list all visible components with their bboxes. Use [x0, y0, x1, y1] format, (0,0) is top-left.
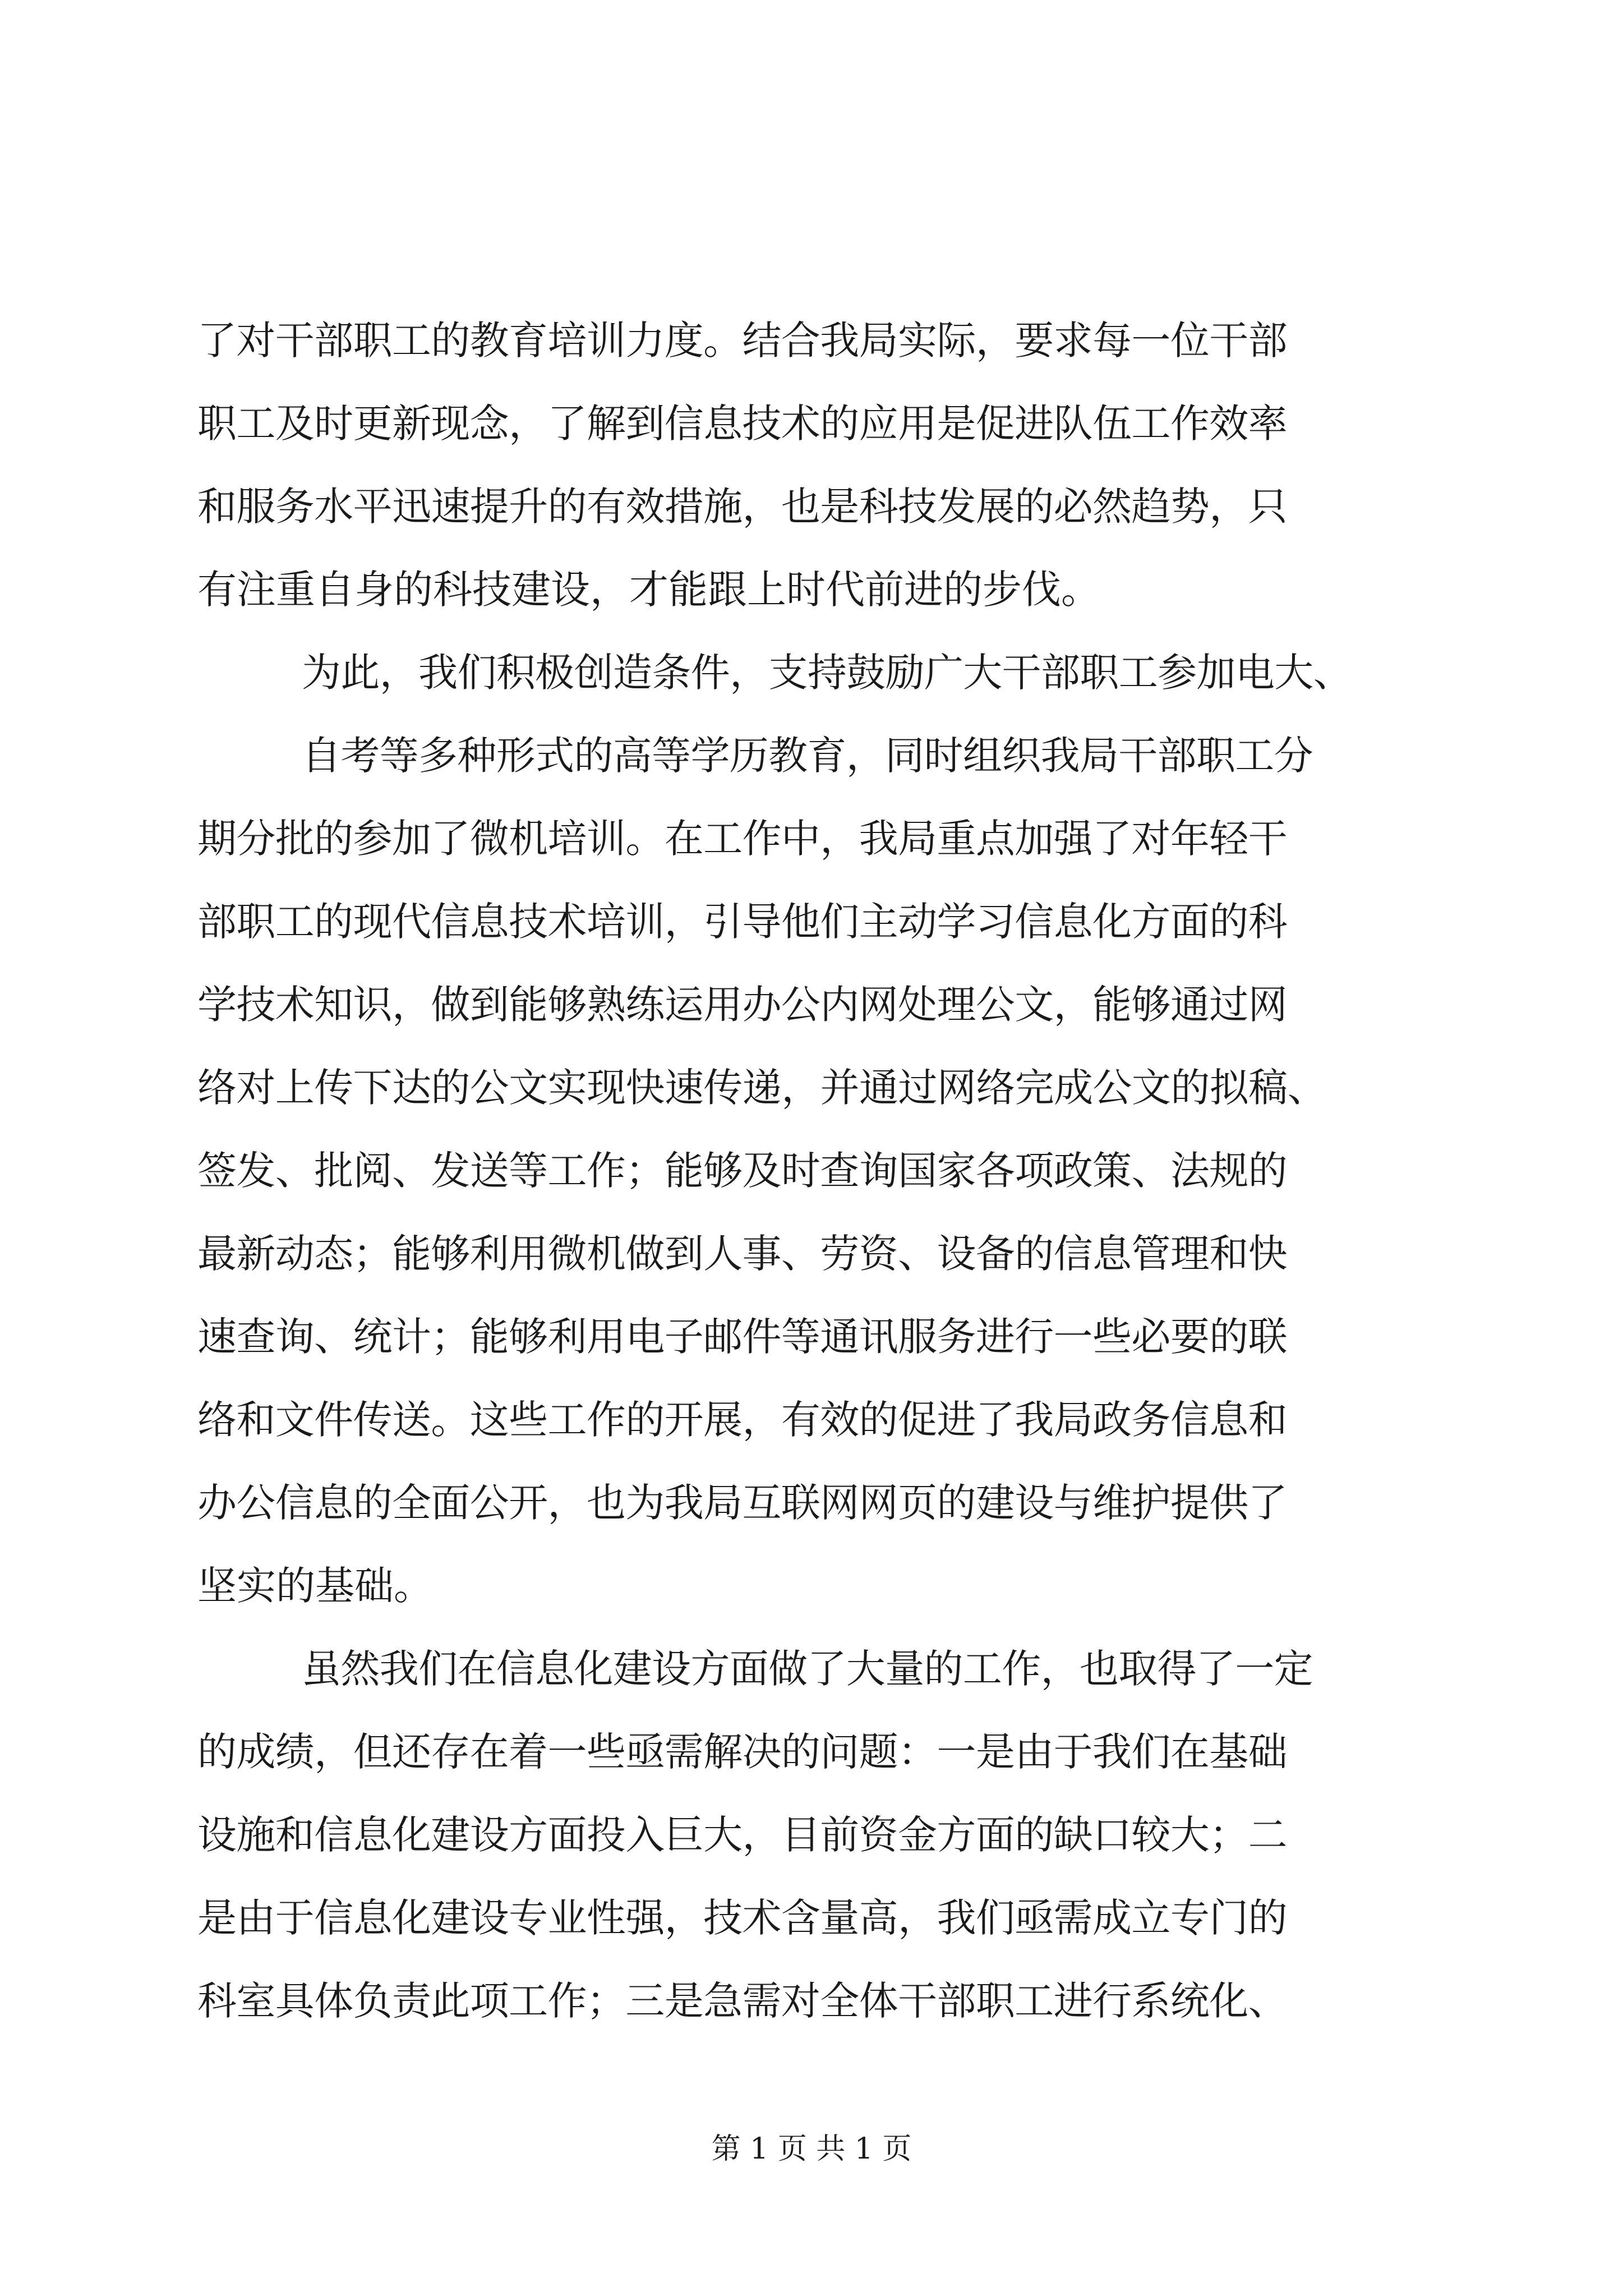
- text-line: 自考等多种形式的高等学历教育，同时组织我局干部职工分: [302, 733, 1313, 779]
- text-line: 虽然我们在信息化建设方面做了大量的工作，也取得了一定: [302, 1646, 1313, 1692]
- text-line: 络对上传下达的公文实现快速传递，并通过网络完成公文的拟稿、: [197, 1065, 1326, 1111]
- text-line: 最新动态；能够利用微机做到人事、劳资、设备的信息管理和快: [197, 1231, 1287, 1277]
- text-line: 部职工的现代信息技术培训，引导他们主动学习信息化方面的科: [197, 899, 1287, 945]
- text-line: 期分批的参加了微机培训。在工作中，我局重点加强了对年轻干: [197, 816, 1287, 862]
- text-line: 和服务水平迅速提升的有效措施，也是科技发展的必然趋势，只: [197, 484, 1287, 530]
- text-line: 了对干部职工的教育培训力度。结合我局实际，要求每一位干部: [197, 318, 1287, 364]
- text-line: 络和文件传送。这些工作的开展，有效的促进了我局政务信息和: [197, 1397, 1287, 1443]
- text-line: 速查询、统计；能够利用电子邮件等通讯服务进行一些必要的联: [197, 1314, 1287, 1360]
- text-line: 的成绩，但还存在着一些亟需解决的问题：一是由于我们在基础: [197, 1729, 1287, 1775]
- text-line: 有注重自身的科技建设，才能跟上时代前进的步伐。: [197, 567, 1100, 613]
- document-body: [197, 299, 1431, 2042]
- text-line: 签发、批阅、发送等工作；能够及时查询国家各项政策、法规的: [197, 1148, 1287, 1194]
- text-line: 学技术知识，做到能够熟练运用办公内网处理公文，能够通过网: [197, 982, 1287, 1028]
- text-line: 是由于信息化建设专业性强，技术含量高，我们亟需成立专门的: [197, 1895, 1287, 1941]
- text-line: 坚实的基础。: [197, 1563, 433, 1609]
- page-footer: 第 1 页 共 1 页: [711, 2132, 912, 2166]
- text-line: 设施和信息化建设方面投入巨大，目前资金方面的缺口较大；二: [197, 1812, 1287, 1858]
- text-line: 科室具体负责此项工作；三是急需对全体干部职工进行系统化、: [197, 1978, 1287, 2024]
- text-line: 办公信息的全面公开，也为我局互联网网页的建设与维护提供了: [197, 1480, 1287, 1526]
- text-line: 职工及时更新现念，了解到信息技术的应用是促进队伍工作效率: [197, 401, 1287, 447]
- text-line: 为此，我们积极创造条件，支持鼓励广大干部职工参加电大、: [302, 650, 1352, 696]
